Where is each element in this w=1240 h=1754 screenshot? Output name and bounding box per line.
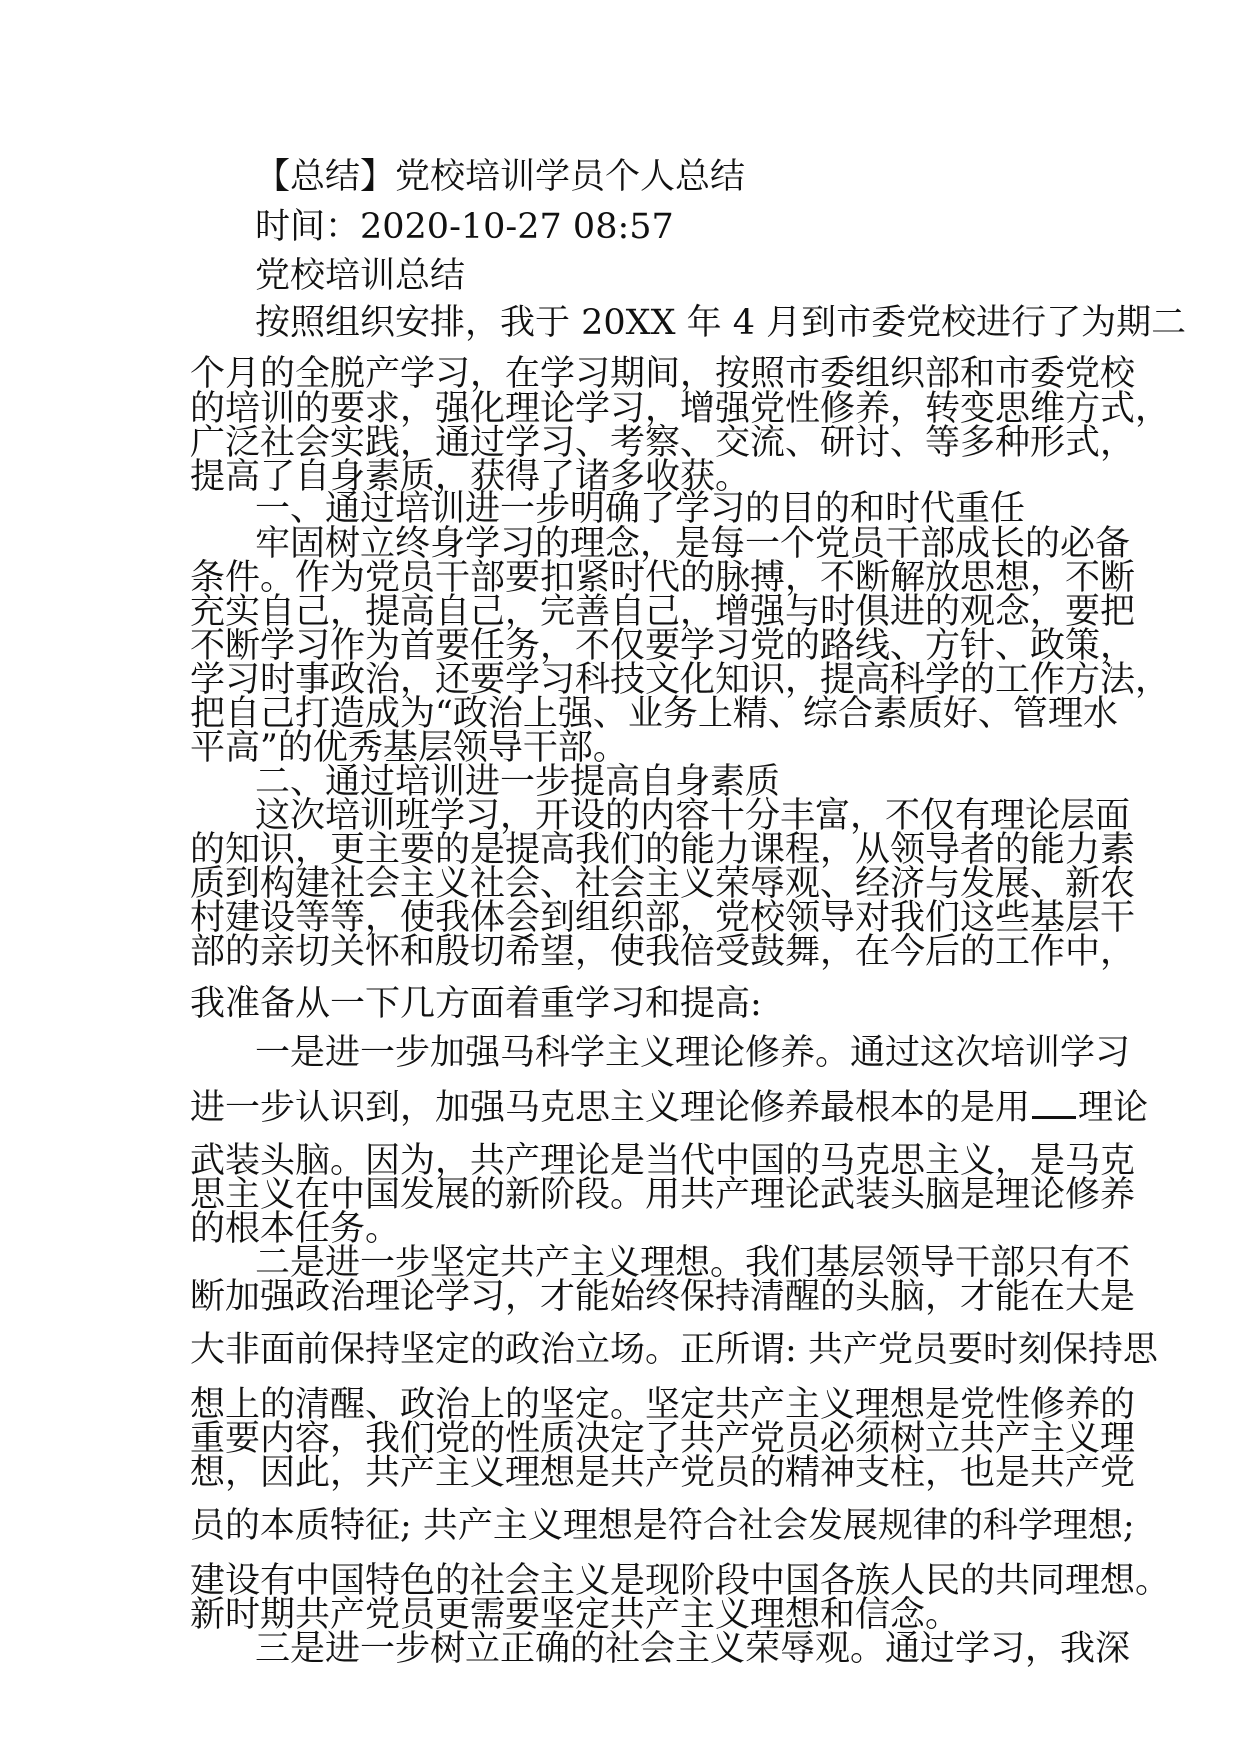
paragraph-line: 平高”的优秀基层领导干部。: [190, 728, 628, 768]
paragraph-line: 大非面前保持坚定的政治立场。正所谓: 共产党员要时刻保持思: [190, 1330, 1158, 1370]
paragraph-line: 建设有中国特色的社会主义是现阶段中国各族人民的共同理想。: [190, 1561, 1171, 1601]
section-heading: 一、通过培训进一步明确了学习的目的和时代重任: [255, 489, 1026, 529]
paragraph-line: 武装头脑。因为，共产理论是当代中国的马克思主义，是马克: [190, 1141, 1136, 1181]
blank-line-text-after: 理论: [1078, 1088, 1149, 1128]
paragraph-line: 充实自己，提高自己，完善自己，增强与时俱进的观念，要把: [190, 592, 1136, 632]
fill-in-blank: [1032, 1086, 1076, 1119]
paragraph-line: 这次培训班学习，开设的内容十分丰富，不仅有理论层面: [255, 796, 1131, 836]
paragraph-line: 断加强政治理论学习，才能始终保持清醒的头脑，才能在大是: [190, 1277, 1136, 1317]
paragraph-line-with-blank: [190, 1086, 1149, 1128]
paragraph-line: 个月的全脱产学习，在学习期间，按照市委组织部和市委党校: [190, 354, 1136, 394]
paragraph-line: 重要内容，我们党的性质决定了共产党员必须树立共产主义理: [190, 1419, 1136, 1459]
paragraph-line: 我准备从一下几方面着重学习和提高:: [190, 984, 762, 1024]
paragraph-line: 想上的清醒、政治上的坚定。坚定共产主义理想是党性修养的: [190, 1385, 1136, 1425]
paragraph-line: 的知识，更主要的是提高我们的能力课程，从领导者的能力素: [190, 830, 1136, 870]
paragraph-line: 想，因此，共产主义理想是共产党员的精神支柱，也是共产党: [190, 1453, 1136, 1493]
paragraph-line: 的培训的要求，强化理论学习，增强党性修养，转变思维方式，: [190, 389, 1171, 429]
paragraph-line: 质到构建社会主义社会、社会主义荣辱观、经济与发展、新农: [190, 864, 1136, 904]
paragraph-line: 不断学习作为首要任务，不仅要学习党的路线、方针、政策，: [190, 626, 1136, 666]
paragraph-line: 按照组织安排，我于 20XX 年 4 月到市委党校进行了为期二: [255, 303, 1187, 343]
paragraph-line: 条件。作为党员干部要扣紧时代的脉搏，不断解放思想，不断: [190, 558, 1136, 598]
paragraph-line: 新时期共产党员更需要坚定共产主义理想和信念。: [190, 1595, 961, 1635]
paragraph-line: 广泛社会实践，通过学习、考察、交流、研讨、等多种形式，: [190, 423, 1136, 463]
paragraph-line: 村建设等等，使我体会到组织部，党校领导对我们这些基层干: [190, 898, 1136, 938]
paragraph-line: 员的本质特征; 共产主义理想是符合社会发展规律的科学理想;: [190, 1506, 1135, 1546]
paragraph-line: 提高了自身素质，获得了诸多收获。: [190, 457, 751, 497]
paragraph-line: 二是进一步坚定共产主义理想。我们基层领导干部只有不: [255, 1243, 1131, 1283]
paragraph-line: 部的亲切关怀和殷切希望，使我倍受鼓舞，在今后的工作中，: [190, 932, 1136, 972]
section-heading: 二、通过培训进一步提高自身素质: [255, 762, 781, 802]
paragraph-line: 把自己打造成为“政治上强、业务上精、综合素质好、管理水: [190, 694, 1118, 734]
document-time: 时间：2020-10-27 08:57: [255, 207, 674, 247]
document-title: 【总结】党校培训学员个人总结: [255, 157, 746, 197]
paragraph-line: 思主义在中国发展的新阶段。用共产理论武装头脑是理论修养: [190, 1175, 1136, 1215]
paragraph-line: 一是进一步加强马科学主义理论修养。通过这次培训学习: [255, 1033, 1131, 1073]
paragraph-line: 三是进一步树立正确的社会主义荣辱观。通过学习，我深: [255, 1629, 1131, 1669]
paragraph-line: 学习时事政治，还要学习科技文化知识，提高科学的工作方法，: [190, 660, 1171, 700]
paragraph-line: 的根本任务。: [190, 1209, 401, 1249]
document-subtitle: 党校培训总结: [255, 256, 466, 296]
paragraph-line: 牢固树立终身学习的理念，是每一个党员干部成长的必备: [255, 524, 1131, 564]
blank-line-text-before: 进一步认识到，加强马克思主义理论修养最根本的是用: [190, 1088, 1031, 1128]
